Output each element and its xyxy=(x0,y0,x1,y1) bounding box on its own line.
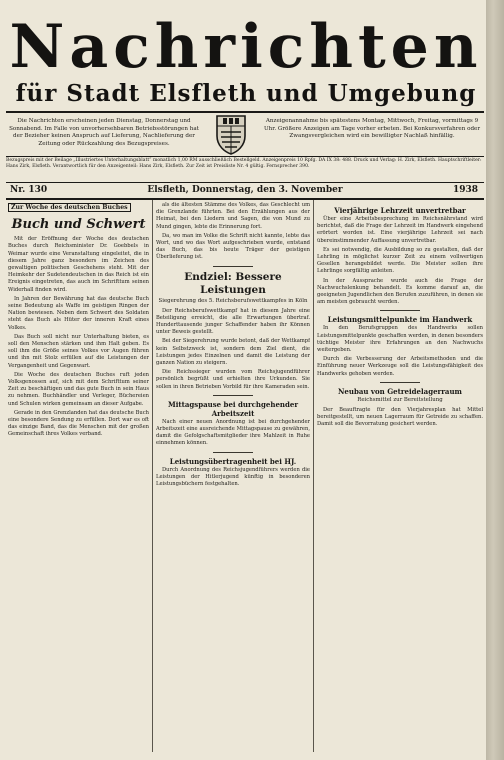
article-paragraph: Der Beauftragte für den Vierjahresplan hat Mittel bereitgestellt, um neuen Lagerraum für Getreide zu schaffen. Damit soll die Bevorratung gesichert werden. xyxy=(317,406,483,428)
article-paragraph: Durch Anordnung des Reichsjugendführers werden die Leistungen der Hitlerjugend künftig in besonderen Leistungsbüchern festgehalten. xyxy=(156,466,310,488)
article-paragraph: In der Aussprache wurde auch die Frage der Nachwuchslenkung behandelt. Es komme darauf an, die geeigneten Jugendlichen den Berufen zuzuführen, in denen sie am meisten gebraucht werden. xyxy=(317,277,483,306)
article-paragraph: Der Reichsberufswettkampf hat in diesem Jahre eine Beteiligung erreicht, die alle Erwartungen übertraf. Hunderttausende junger Schaffender haben ihr Können unter Beweis gestellt. xyxy=(156,307,310,336)
article-paragraph: Mit der Eröffnung der Woche des deutschen Buches durch Reichsminister Dr. Goebbels in Weimar wurde eine Veranstaltung eingeleitet, die in diesem Jahre ganz besonders im Zeichen des gewaltigen politischen Geschehens steht. Mit der Heimkehr der Sudetendeutschen in das Reich ist ein Ereignis eingetreten, das auch im Schrifttum seinen Widerhall finden wird. xyxy=(8,236,149,293)
column-2 xyxy=(156,202,310,750)
issue-year: 1938 xyxy=(452,185,478,195)
article-paragraph: Gerade in den Grenzlanden hat das deutsche Buch eine besondere Sendung zu erfüllen. Dort war es oft das einzige Band, das die Menschen mit der großen Gemeinschaft ihres Volkes verband. xyxy=(8,409,149,438)
advertising-info: Anzeigenannahme bis spätestens Montag, Mittwoch, Freitag, vormittags 9 Uhr. Größere Anzeigen am Tage vorher erbeten. Bei Konkursverfahren oder Zwangsvergleichen wird ein bewilligter Nachlaß hinfällig. xyxy=(263,118,481,140)
page-binding-edge xyxy=(486,0,504,760)
column-divider xyxy=(152,200,153,752)
article-paragraph: Das Buch soll nicht nur Unterhaltung bieten, es soll den Menschen stärken und ihm Halt geben. Es soll ihm die Größe seines Volkes vor Augen führen und ihn mit Stolz erfüllen auf die Leistungen der Vergangenheit und Gegenwart. xyxy=(8,333,149,369)
article-subheadline: Siegerehrung des 5. Reichsberufswettkampfes in Köln xyxy=(158,297,308,304)
article-paragraph: Die Reichssieger wurden vom Reichsjugendführer persönlich begrüßt und erhielten ihre Urkunden. Sie sollen in ihren Betrieben Vorbild für ihre Kameraden sein. xyxy=(156,369,310,390)
article-divider xyxy=(380,310,420,311)
article-headline: Vierjährige Lehrzeit unvertretbar xyxy=(334,206,466,215)
article-headline: Mittagspause bei durchgehender Arbeitszeit xyxy=(167,399,299,418)
dateline-bottom-rule xyxy=(6,198,484,200)
article-headline: Neubau von Getreidelagerraum xyxy=(338,386,462,396)
info-rule xyxy=(6,156,484,157)
article-divider xyxy=(380,382,420,383)
article-paragraph: Nach einer neuen Anordnung ist bei durchgehender Arbeitszeit eine ausreichende Mittagspause zu gewähren, damit die Gefolgschaftsmitglieder ihre Mahlzeit in Ruhe einnehmen können. xyxy=(156,418,310,447)
imprint-fine-print: Bezugspreis mit der Beilage „Illustriertes Unterhaltungsblatt“ monatlich 1,00 RM ausschließlich Bestellgeld. Anzeigenpreis 10 Rpfg. DA IX 38: 488. Druck und Verlag: H. Zirk, Elsfleth. Hauptschriftleiter: Hans Zirk, Elsfleth. Verantwortlich für den Anzeigenteil: Hans Zirk, Elsfleth. Zur Zeit ist Preisliste Nr. 4 gültig. Fernsprecher 390. xyxy=(6,158,482,170)
article-paragraph: Durch die Verbesserung der Arbeitsmethoden und die Einführung neuer Werkzeuge soll die Leistungsfähigkeit des Handwerks gehoben werden. xyxy=(317,356,483,377)
article-headline: Leistungsübertragenheit bei HJ. xyxy=(169,456,297,466)
article-paragraph: Es sei notwendig, die Ausbildung so zu gestalten, daß der Lehrling in möglichst kurzer Zeit zu einem vollwertigen Gesellen herangebildet werde. Die Meister sollen ihre Lehrlinge sorgfältig anleiten. xyxy=(317,246,483,275)
article-headline: Buch und Schwert xyxy=(11,217,146,233)
column-3 xyxy=(317,202,483,750)
column-divider xyxy=(313,200,314,752)
article-paragraph: als die ältesten Stämme des Volkes, das Geschlecht um die Grenzlande führten. Bei den Erzählungen aus der Heimat, bei den Liedern und Sagen, die von Mund zu Mund gingen, lebte die Erinnerung fort. xyxy=(156,202,310,230)
article-paragraph: In Jahren der Bewährung hat das deutsche Buch seine Bedeutung als Waffe im geistigen Ringen der Nation bewiesen. Neben dem Schwert des Soldaten steht das Buch als Hüter der inneren Kraft eines Volkes. xyxy=(8,295,149,331)
article-divider xyxy=(213,452,253,453)
section-label: Zur Woche des deutschen Buches xyxy=(8,203,131,212)
issue-number: Nr. 130 xyxy=(10,185,48,195)
place-and-date: Elsfleth, Donnerstag, den 3. November xyxy=(147,185,343,195)
article-subheadline: Reichsmittel zur Bereitstellung xyxy=(357,396,443,403)
masthead-subtitle: für Stadt Elsfleth und Umgebung xyxy=(15,80,477,107)
dateline-top-rule xyxy=(6,182,484,183)
article-paragraph: Da, wo man im Volke die Schrift nicht kannte, lebte das Wort, und wo das Wort aufgeschrieben wurde, entstand das Buch, das bis heute Träger der geistigen Überlieferung ist. xyxy=(156,232,310,261)
article-paragraph: Über eine Arbeitsbesprechung im Reichsnährstand wird berichtet, daß die Frage der Lehrzeit im Handwerk eingehend erörtert worden ist. Eine vierjährige Lehrzeit sei nach übereinstimmender Auffassung unvertretbar. xyxy=(317,216,483,244)
masthead-title: Nachrichten xyxy=(9,12,483,82)
publication-info: Die Nachrichten erscheinen jeden Dienstag, Donnerstag und Sonnabend. Im Falle von unvorhersehbaren Betriebsstörungen hat der Bezieher keinen Anspruch auf Lieferung, Nachlieferung der Zeitung oder Rückzahlung des Bezugspreises. xyxy=(9,118,199,147)
town-coat-of-arms-icon xyxy=(209,112,253,156)
article-paragraph: Die Woche des deutschen Buches ruft jeden Volksgenossen auf, sich mit dem Schrifttum seiner Zeit zu beschäftigen und das gute Buch in sein Haus zu nehmen. Buchhändler und Verleger, Büchereien und Schulen wirken gemeinsam an dieser Aufgabe. xyxy=(8,371,149,407)
article-paragraph: Bei der Siegerehrung wurde betont, daß der Wettkampf kein Selbstzweck ist, sondern dem Ziel dient, die Leistungen jedes Einzelnen und damit die Leistung der ganzen Nation zu steigern. xyxy=(156,338,310,367)
column-1 xyxy=(8,202,149,750)
article-paragraph: In den Berufsgruppen des Handwerks sollen Leistungsmittelpunkte geschaffen werden, in denen besonders tüchtige Meister ihre Erfahrungen an den Nachwuchs weitergeben. xyxy=(317,325,483,354)
dateline xyxy=(6,184,484,198)
article-headline: Leistungsmittelpunkte im Handwerk xyxy=(327,315,473,325)
article-divider xyxy=(213,395,253,396)
article-divider xyxy=(213,266,253,267)
article-headline: Endziel: Bessere Leistungen xyxy=(184,270,282,296)
